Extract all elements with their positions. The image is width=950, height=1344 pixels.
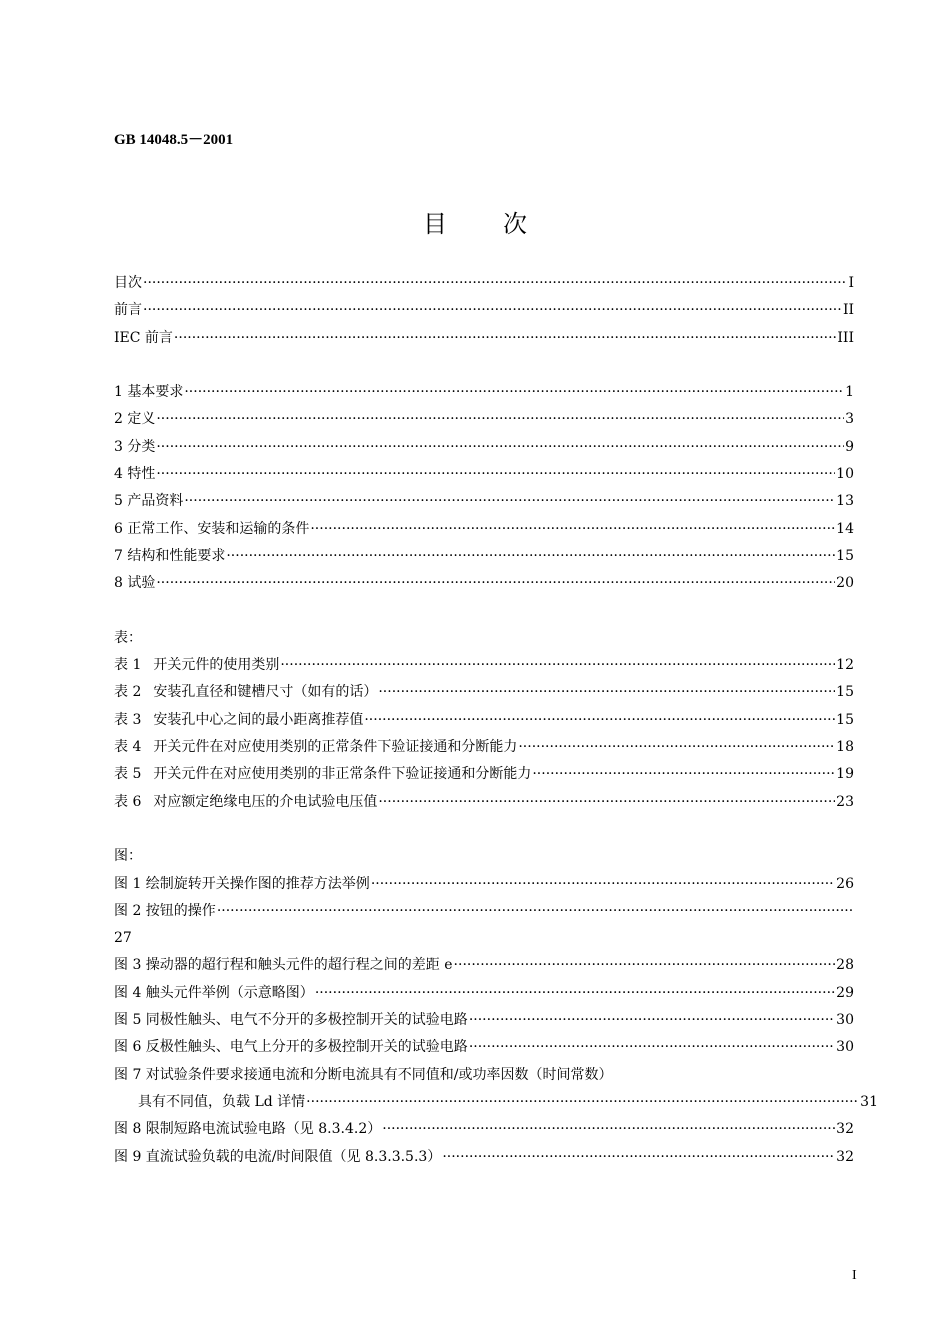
leader-dots (364, 707, 835, 734)
leader-dots (280, 652, 835, 679)
leader-dots (156, 570, 835, 597)
toc-entry[interactable] (114, 488, 854, 515)
toc-entry-label: 表 1 开关元件的使用类别 (114, 657, 280, 674)
toc-entry[interactable] (114, 761, 854, 788)
toc-entry[interactable] (114, 461, 854, 488)
toc-entry[interactable] (114, 516, 854, 543)
toc-entry-page: 14 (836, 520, 854, 537)
tables-heading: 表： (114, 629, 142, 646)
toc-entry-label: 表 4 开关元件在对应使用类别的正常条件下验证接通和分断能力 (114, 739, 518, 756)
toc-entry[interactable] (114, 707, 854, 734)
toc-entry[interactable] (114, 1034, 854, 1061)
toc-entry[interactable] (114, 652, 854, 679)
leader-dots (454, 952, 836, 979)
toc-entry-label: 6 正常工作、安装和运输的条件 (114, 520, 310, 537)
toc-entry-label: 图 8 限制短路电流试验电路（见 8.3.4.2） (114, 1121, 382, 1138)
toc-entry-label: 2 定义 (114, 411, 156, 428)
toc-entry[interactable] (114, 1007, 854, 1034)
toc-entry-page: 10 (836, 466, 854, 483)
leader-dots (469, 1007, 835, 1034)
toc-entry-label: 表 2 安装孔直径和键槽尺寸（如有的话） (114, 684, 378, 701)
leader-dots (156, 434, 844, 461)
toc-entry[interactable] (114, 789, 854, 816)
toc-entry-page: 32 (836, 1121, 854, 1138)
toc-entry-label: 8 试验 (114, 575, 156, 592)
toc-entry-page: 31 (860, 1093, 878, 1110)
toc-entry-label: 表 6 对应额定绝缘电压的介电试验电压值 (114, 793, 378, 810)
leader-dots (174, 325, 836, 352)
toc-entry-label: 图 9 直流试验负载的电流/时间限值（见 8.3.3.5.3） (114, 1148, 442, 1165)
toc-entry-page: 12 (836, 657, 854, 674)
toc-entry[interactable] (114, 679, 854, 706)
toc-entry-page: I (848, 275, 854, 291)
leader-dots (532, 761, 835, 788)
toc-entry-page: 26 (836, 875, 854, 892)
toc-entry[interactable] (114, 434, 854, 461)
toc-entry-page: 13 (836, 493, 854, 510)
toc-entry-page: 20 (836, 575, 854, 592)
toc-entry[interactable] (114, 952, 854, 979)
toc-entry[interactable] (114, 325, 854, 352)
leader-dots (371, 871, 835, 898)
leader-dots (378, 789, 835, 816)
leader-dots (156, 406, 844, 433)
toc-entry-page: 32 (836, 1148, 854, 1165)
toc-entry-label: 表 3 安装孔中心之间的最小距离推荐值 (114, 711, 364, 728)
toc-entry-page: 23 (836, 793, 854, 810)
toc-entry-page: 27 (114, 930, 132, 947)
leader-dots (469, 1034, 835, 1061)
toc-entry-page: 15 (836, 711, 854, 728)
toc-entries (114, 270, 878, 1171)
toc-entry[interactable] (114, 379, 854, 406)
toc-entry-page: 15 (836, 684, 854, 701)
toc-entry[interactable] (114, 898, 854, 925)
leader-dots (378, 679, 835, 706)
toc-entry[interactable] (114, 734, 854, 761)
toc-entry-label: 图 5 同极性触头、电气不分开的多极控制开关的试验电路 (114, 1012, 468, 1029)
toc-entry-label: 图 2 按钮的操作 (114, 902, 216, 919)
toc-entry-label: 表 5 开关元件在对应使用类别的非正常条件下验证接通和分断能力 (114, 766, 532, 783)
toc-entry-page: II (842, 302, 854, 319)
standard-code: GB 14048.5－2001 (114, 132, 234, 148)
leader-dots (442, 1144, 835, 1171)
toc-entry-label: 图 6 反极性触头、电气上分开的多极控制开关的试验电路 (114, 1039, 468, 1056)
toc-entry-page: 30 (836, 1012, 854, 1029)
toc-entry-label: 1 基本要求 (114, 384, 184, 401)
toc-entry[interactable] (114, 871, 854, 898)
toc-entry[interactable] (114, 570, 854, 597)
toc-entry-page: 18 (836, 739, 854, 756)
leader-dots (310, 516, 835, 543)
toc-entry[interactable] (114, 406, 854, 433)
toc-entry-label: IEC 前言 (114, 329, 173, 346)
figures-heading: 图： (114, 848, 142, 865)
toc-entry-label: 4 特性 (114, 466, 156, 483)
toc-entry-label: 图 4 触头元件举例（示意略图） (114, 984, 314, 1001)
leader-dots (315, 980, 835, 1007)
leader-dots (156, 461, 835, 488)
toc-entry-page: 30 (836, 1039, 854, 1056)
toc-entry[interactable] (114, 543, 854, 570)
leader-dots (184, 488, 835, 515)
toc-entry-label[interactable]: 图 7 对试验条件要求接通电流和分断电流具有不同值和/或功率因数（时间常数） (114, 1066, 613, 1083)
toc-entry-page: 15 (836, 547, 854, 564)
toc-entry-page: 9 (845, 438, 854, 455)
toc-entry-page: 3 (845, 411, 854, 428)
leader-dots (226, 543, 835, 570)
toc-entry[interactable] (114, 980, 854, 1007)
toc-entry-continuation[interactable] (114, 1089, 878, 1116)
toc-entry[interactable] (114, 270, 854, 297)
toc-entry[interactable] (114, 297, 854, 324)
toc-entry-label: 图 3 操动器的超行程和触头元件的超行程之间的差距 e (114, 957, 453, 974)
toc-entry-label: 7 结构和性能要求 (114, 547, 226, 564)
toc-entry-label: 目次 (114, 275, 142, 291)
leader-dots (382, 1116, 835, 1143)
toc-entry-label: 前言 (114, 302, 142, 319)
leader-dots (306, 1089, 859, 1116)
toc-entry-page: 19 (836, 766, 854, 783)
toc-entry-label: 5 产品资料 (114, 493, 184, 510)
leader-dots (518, 734, 835, 761)
toc-entry[interactable] (114, 1116, 854, 1143)
page-title: 目次 (423, 210, 583, 238)
toc-entry-page: 1 (845, 384, 854, 401)
leader-dots (184, 379, 844, 406)
page-number: I (852, 1268, 857, 1283)
toc-entry-page: 28 (836, 957, 854, 974)
leader-dots (217, 898, 853, 925)
toc-entry-page: 29 (836, 984, 854, 1001)
toc-entry-page: III (837, 329, 854, 346)
toc-entry-label: 具有不同值，负载 Ld 详情 (138, 1093, 306, 1110)
leader-dots (143, 297, 842, 324)
toc-entry[interactable] (114, 1144, 854, 1171)
toc-entry-label: 图 1 绘制旋转开关操作图的推荐方法举例 (114, 875, 370, 892)
toc-entry-label: 3 分类 (114, 438, 156, 455)
leader-dots (143, 270, 847, 297)
